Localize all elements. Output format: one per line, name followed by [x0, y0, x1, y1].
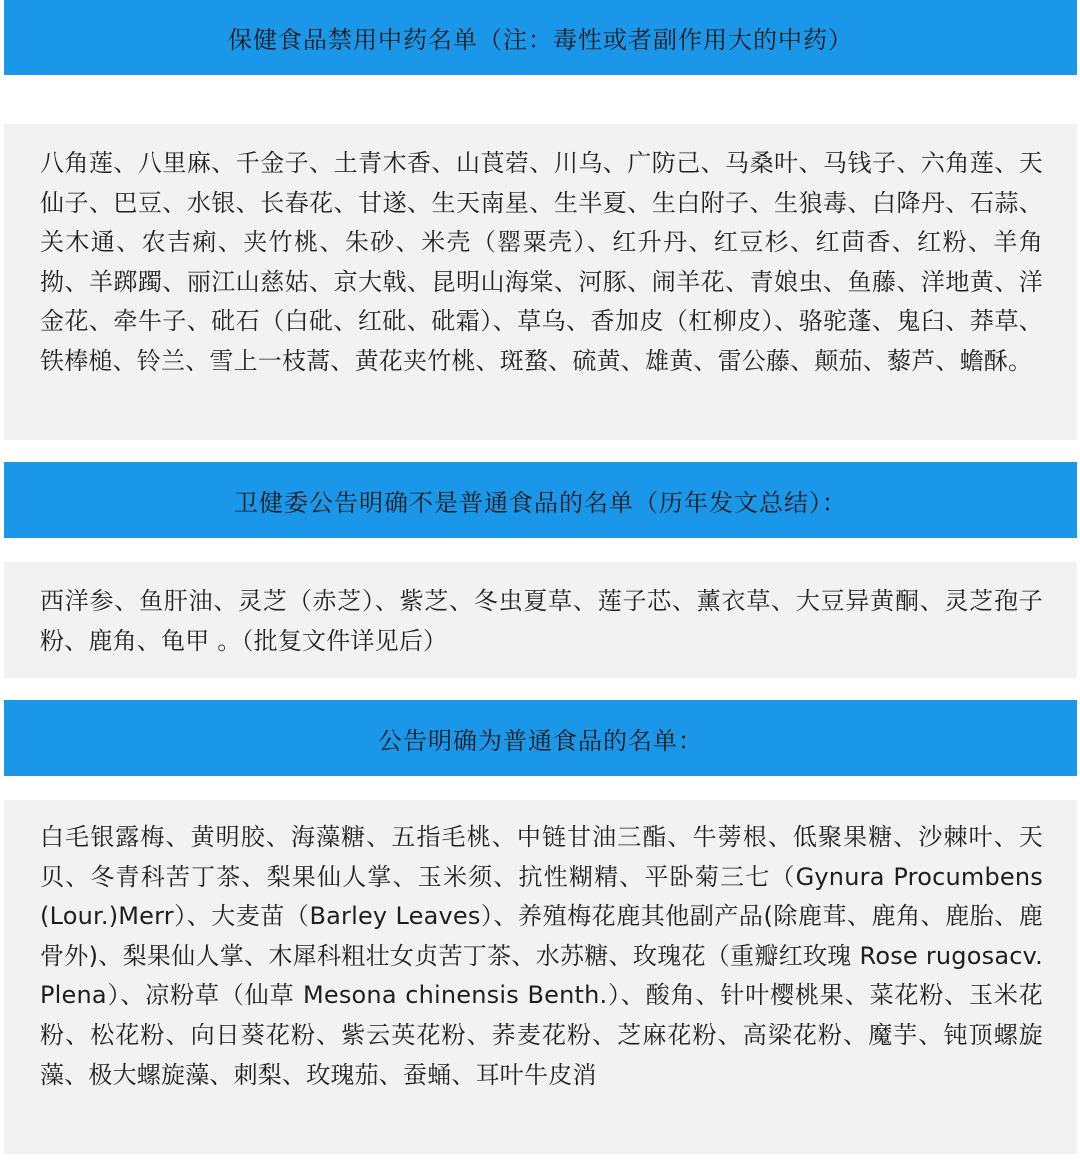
section-body-text: 八角莲、八里麻、千金子、土青木香、山莨菪、川乌、广防己、马桑叶、马钱子、六角莲、天仙子、巴豆、水银、长春花、甘遂、生天南星、生半夏、生白附子、生狼毒、白降丹、石蒜、关木通、农吉痢、夹竹桃、朱砂、米壳（罂粟壳）、红升丹、红豆杉、红茴香、红粉、羊角拗、羊踯躅、丽江山慈姑、京大戟、昆明山海棠、河豚、闹羊花、青娘虫、鱼藤、洋地黄、洋金花、牵牛子、砒石（白砒、红砒、砒霜）、草乌、香加皮（杠柳皮）、骆驼蓬、鬼臼、莽草、铁棒槌、铃兰、雪上一枝蒿、黄花夹竹桃、斑蝥、硫黄、雄黄、雷公藤、颠茄、藜芦、蟾酥。: [40, 149, 1043, 375]
section-body-not-ordinary-food: [4, 562, 1077, 678]
section-header-ordinary-food: [4, 700, 1077, 776]
section-body-banned-herbs: [4, 124, 1077, 440]
section-header-banned-herbs: [4, 0, 1077, 75]
section-body-text: 西洋参、鱼肝油、灵芝（赤芝）、紫芝、冬虫夏草、莲子芯、薰衣草、大豆异黄酮、灵芝孢子粉、鹿角、龟甲 。（批复文件详见后）: [40, 587, 1043, 655]
section-header-title: 卫健委公告明确不是普通食品的名单（历年发文总结）：: [234, 488, 847, 517]
section-header-title: 公告明确为普通食品的名单：: [378, 726, 703, 755]
section-body-ordinary-food: [4, 800, 1077, 1154]
section-body-text: 白毛银露梅、黄明胶、海藻糖、五指毛桃、中链甘油三酯、牛蒡根、低聚果糖、沙棘叶、天贝、冬青科苦丁茶、梨果仙人掌、玉米须、抗性糊精、平卧菊三七（Gynura Procumbens (Lour.)Merr）、大麦苗（Barley Leaves）、养殖梅花鹿其他副产品(除鹿茸、鹿角、鹿胎、鹿骨外)、梨果仙人掌、木犀科粗壮女贞苦丁茶、水苏糖、玫瑰花（重瓣红玫瑰 Rose rugosacv. Plena）、凉粉草（仙草 Mesona chinensis Benth.）、酸角、针叶樱桃果、菜花粉、玉米花粉、松花粉、向日葵花粉、紫云英花粉、荞麦花粉、芝麻花粉、高梁花粉、魔芋、钝顶螺旋藻、极大螺旋藻、刺梨、玫瑰茄、蚕蛹、耳叶牛皮消: [40, 823, 1043, 1089]
section-header-title: 保健食品禁用中药名单（注：毒性或者副作用大的中药）: [228, 26, 853, 54]
section-header-not-ordinary-food: [4, 462, 1077, 538]
